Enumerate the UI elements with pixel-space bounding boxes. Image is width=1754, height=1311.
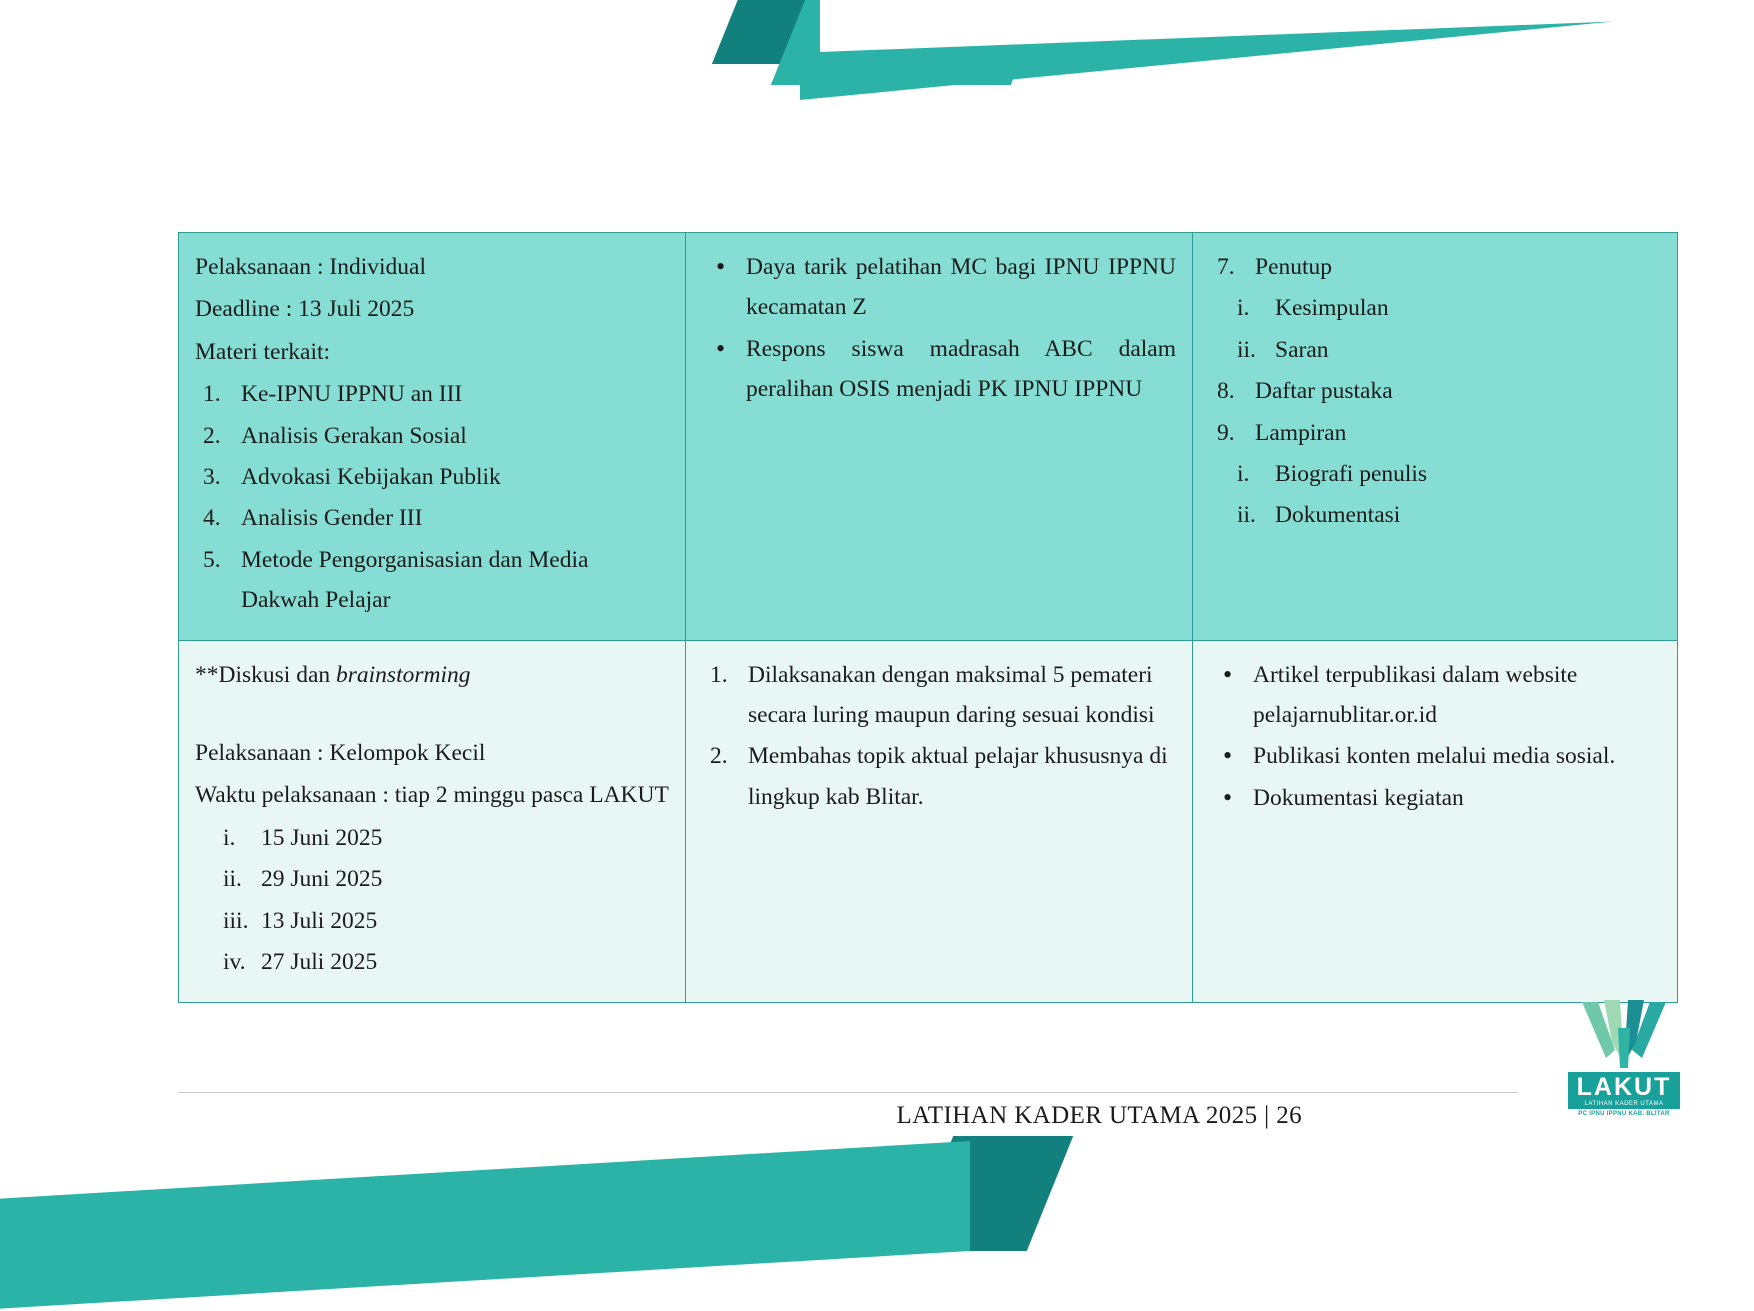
logo-org: PC IPNU IPPNU KAB. BLITAR [1578, 1111, 1670, 1117]
list-text: Lampiran [1255, 419, 1347, 446]
list-text: Membahas topik aktual pelajar khususnya di lingkup kab Blitar. [748, 743, 1168, 810]
list-marker: i. [1237, 295, 1250, 322]
bullet-icon: • [716, 333, 726, 363]
row2-col1-cell [179, 640, 686, 1002]
list-text: Respons siswa madrasah ABC dalam peralihan OSIS menjadi PK IPNU IPPNU [746, 335, 1176, 403]
list-text: 27 Juli 2025 [261, 949, 378, 976]
row2-col1-heading [195, 655, 669, 695]
list-text: Artikel terpublikasi dalam website pelajarnublitar.or.id [1253, 661, 1578, 729]
list-marker: iii. [223, 907, 249, 934]
bullet-icon: • [1223, 782, 1233, 812]
list-marker: ii. [1237, 336, 1256, 363]
row1-col1-line-1: Pelaksanaan : Individual [195, 254, 427, 280]
bottom-teal-ribbon [0, 1141, 970, 1311]
list-text: Advokasi Kebijakan Publik [241, 464, 501, 491]
row2-col1-line-1: Pelaksanaan : Kelompok Kecil [195, 740, 486, 767]
list-item [702, 247, 1176, 328]
row1-col3-sub-list-a [1209, 288, 1661, 370]
row2-col3-cell [1193, 640, 1678, 1002]
table-row [179, 640, 1678, 1002]
list-item [195, 374, 669, 414]
list-text: Analisis Gerakan Sosial [241, 422, 467, 449]
list-text: Metode Pengorganisasian dan Media Dakwah Pelajar [241, 546, 589, 614]
list-item [195, 859, 669, 899]
list-text: Penutup [1255, 254, 1333, 280]
list-text: 29 Juni 2025 [261, 866, 383, 893]
list-marker: 5. [203, 546, 221, 573]
list-text: 15 Juni 2025 [261, 824, 383, 851]
footer-divider [178, 1092, 1518, 1093]
list-text: Daya tarik pelatihan MC bagi IPNU IPPNU kecamatan Z [746, 254, 1176, 321]
list-item [702, 329, 1176, 410]
list-marker: i. [223, 824, 236, 851]
list-marker: 9. [1217, 419, 1235, 446]
list-item [702, 655, 1176, 736]
top-teal-ribbon [771, 0, 1049, 85]
list-item [1209, 330, 1661, 370]
list-item [195, 498, 669, 538]
list-marker: 2. [710, 743, 728, 770]
list-item [195, 416, 669, 456]
row2-col2-cell [686, 640, 1193, 1002]
logo-subtitle: LATIHAN KADER UTAMA [1568, 1101, 1680, 1109]
list-marker: 3. [203, 464, 221, 491]
top-white-wedge [820, 0, 1754, 52]
table-row [179, 233, 1678, 641]
list-text: Kesimpulan [1275, 295, 1389, 322]
list-marker: ii. [223, 866, 242, 893]
list-item [702, 736, 1176, 817]
list-text: Saran [1275, 336, 1329, 363]
list-item [1209, 371, 1661, 411]
row1-col3-cell [1193, 233, 1678, 641]
list-marker: i. [1237, 461, 1250, 488]
list-marker: 1. [710, 661, 728, 688]
bullet-icon: • [716, 252, 726, 281]
program-table [178, 232, 1678, 1003]
row2-col1-date-list [195, 818, 669, 983]
bullet-icon: • [1223, 741, 1233, 771]
list-text: Dilaksanakan dengan maksimal 5 pemateri secara luring maupun daring sesuai kondisi [748, 661, 1155, 729]
list-marker: 2. [203, 422, 221, 449]
logo-leaf-icon [1568, 998, 1680, 1072]
row1-col2-cell [686, 233, 1193, 641]
row1-col1-line-2: Deadline : 13 Juli 2025 [195, 296, 415, 323]
row1-col1-cell [179, 233, 686, 641]
lakut-logo [1568, 998, 1680, 1120]
list-marker: ii. [1237, 502, 1256, 529]
list-marker: 7. [1217, 254, 1235, 280]
row1-col2-bullet-list [702, 247, 1176, 410]
list-item [1209, 778, 1661, 818]
bullet-icon: • [1223, 659, 1233, 689]
row1-col1-materi-list [195, 374, 669, 620]
list-marker: 8. [1217, 378, 1235, 405]
list-text: Analisis Gender III [241, 505, 423, 532]
list-text: Dokumentasi kegiatan [1253, 784, 1464, 811]
row1-col3-sub-list-b [1209, 454, 1661, 536]
list-item [195, 540, 669, 621]
list-text: Publikasi konten melalui media sosial. [1253, 743, 1616, 770]
row2-col1-heading-italic: brainstorming [336, 661, 471, 688]
row2-col1-spacer [195, 697, 669, 733]
bottom-dark-ribbon [907, 1136, 1073, 1251]
list-item [1209, 288, 1661, 328]
row1-col1-line-3: Materi terkait: [195, 338, 331, 365]
list-item [1209, 495, 1661, 535]
logo-wordmark: LAKUT [1568, 1072, 1680, 1101]
list-text: 13 Juli 2025 [261, 907, 378, 934]
list-item [195, 901, 669, 941]
list-text: Ke-IPNU IPPNU an III [241, 381, 463, 408]
list-marker: iv. [223, 949, 246, 976]
list-item [195, 942, 669, 982]
footer-text: LATIHAN KADER UTAMA 2025 | 26 [896, 1102, 1302, 1129]
list-text: Biografi penulis [1275, 461, 1428, 488]
list-item [1209, 413, 1661, 453]
list-marker: 1. [203, 381, 221, 408]
list-item [1209, 454, 1661, 494]
top-dark-ribbon [712, 0, 860, 64]
list-text: Dokumentasi [1275, 502, 1401, 529]
list-item [1209, 736, 1661, 776]
row2-col2-numbered-list [702, 655, 1176, 818]
row2-col1-heading-prefix: **Diskusi dan [195, 661, 336, 688]
list-text: Daftar pustaka [1255, 378, 1393, 405]
top-teal-strip [800, 0, 1754, 100]
list-item [195, 457, 669, 497]
list-item [1209, 247, 1661, 287]
row2-col1-line-2: Waktu pelaksanaan : tiap 2 minggu pasca LAKUT [195, 782, 669, 809]
row1-col3-outline-list-2 [1209, 371, 1661, 453]
row1-col3-outline-list [1209, 247, 1661, 287]
list-marker: 4. [203, 505, 221, 532]
row2-col3-bullet-list [1209, 655, 1661, 819]
list-item [1209, 655, 1661, 736]
list-item [195, 818, 669, 858]
